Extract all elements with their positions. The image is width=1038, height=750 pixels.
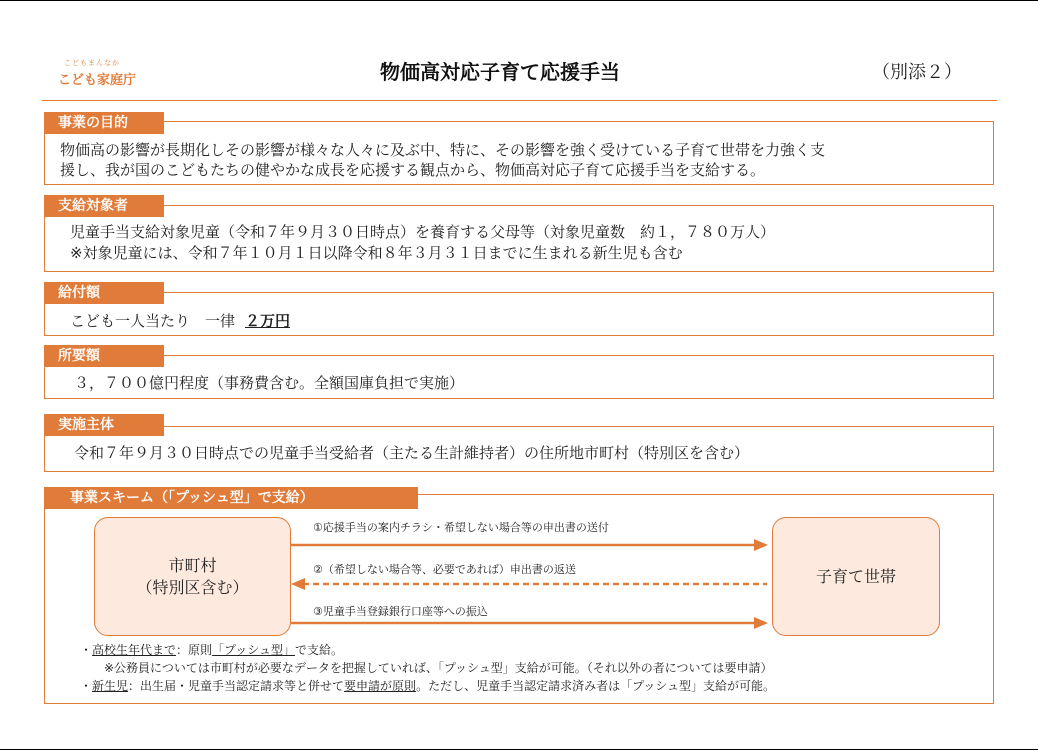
amount-value: ２万円: [245, 312, 291, 330]
note-1-target: 高校生年代まで: [92, 643, 177, 657]
eligibility-label: 支給対象者: [44, 195, 164, 217]
municipality-name: 市町村: [168, 555, 217, 575]
logo-name: こども家庭庁: [58, 73, 137, 88]
page-title: 物価高対応子育て応援手当: [380, 60, 620, 84]
note-1-mid: ：原則: [176, 643, 213, 657]
budget-label: 所要額: [44, 345, 164, 367]
note-3-bullet: ・: [80, 679, 93, 693]
budget-text: ３，７００億円程度（事務費含む。全額国庫負担で実施）: [74, 374, 465, 392]
note-1-bullet: ・: [80, 643, 93, 657]
scheme-label: 事業スキーム（「プッシュ型」で支給）: [44, 487, 418, 509]
logo-tagline: こどもまんなか: [64, 59, 120, 67]
note-3-target: 新生児: [92, 679, 129, 693]
arrow-2: [291, 578, 767, 590]
arrow-1-label: ①応援手当の案内チラシ・希望しない場合等の申出書の送付: [313, 521, 609, 534]
arrow-2-label: ②（希望しない場合等、必要であれば）申出書の返送: [313, 563, 576, 576]
note-3-mid: ：出生届・児童手当認定請求等と併せて: [128, 679, 345, 693]
arrow-1: [291, 539, 768, 551]
attachment-label: （別添２）: [872, 62, 962, 83]
note-3-rule: 要申請が原則: [344, 679, 417, 693]
eligibility-line-2: ※対象児童には、令和７年１０月１日以降令和８年３月３１日までに生まれる新生児も含む: [70, 244, 683, 262]
eligibility-line-1: 児童手当支給対象児童（令和７年９月３０日時点）を養育する父母等（対象児童数 約１，７８０万人）: [70, 223, 776, 241]
arrow-3: [291, 617, 768, 629]
purpose-line-1: 物価高の影響が長期化しその影響が様々な人々に及ぶ中、特に、その影響を強く受けている子育て世帯を力強く支: [60, 141, 826, 159]
purpose-label: 事業の目的: [44, 112, 164, 134]
note-high-school: [80, 641, 343, 658]
households-name: 子育て世帯: [815, 566, 896, 586]
amount-description: こども一人当たり 一律: [70, 312, 236, 330]
amount-label: 給付額: [44, 282, 164, 304]
note-newborn: [80, 677, 775, 694]
arrow-3-label: ③児童手当登録銀行口座等への振込: [313, 605, 488, 618]
note-1-push: 「プッシュ型」: [212, 643, 295, 657]
municipality-note: （特別区含む）: [136, 577, 249, 597]
note-public-servants: ※公務員については市町村が必要なデータを把握していれば、「プッシュ型」支給が可能。（それ以外の者については要申請）: [104, 661, 773, 675]
implementer-text: 令和７年９月３０日時点での児童手当受給者（主たる生計維持者）の住所地市町村（特別区を含む）: [74, 444, 750, 462]
implementer-label: 実施主体: [44, 414, 164, 436]
purpose-line-2: 援し、我が国のこどもたちの健やかな成長を応援する観点から、物価高対応子育て応援手当を支給する。: [60, 161, 766, 179]
note-3-end: 。ただし、児童手当認定請求済み者は「プッシュ型」支給が可能。: [416, 679, 775, 693]
note-1-end: で支給。: [294, 643, 343, 657]
